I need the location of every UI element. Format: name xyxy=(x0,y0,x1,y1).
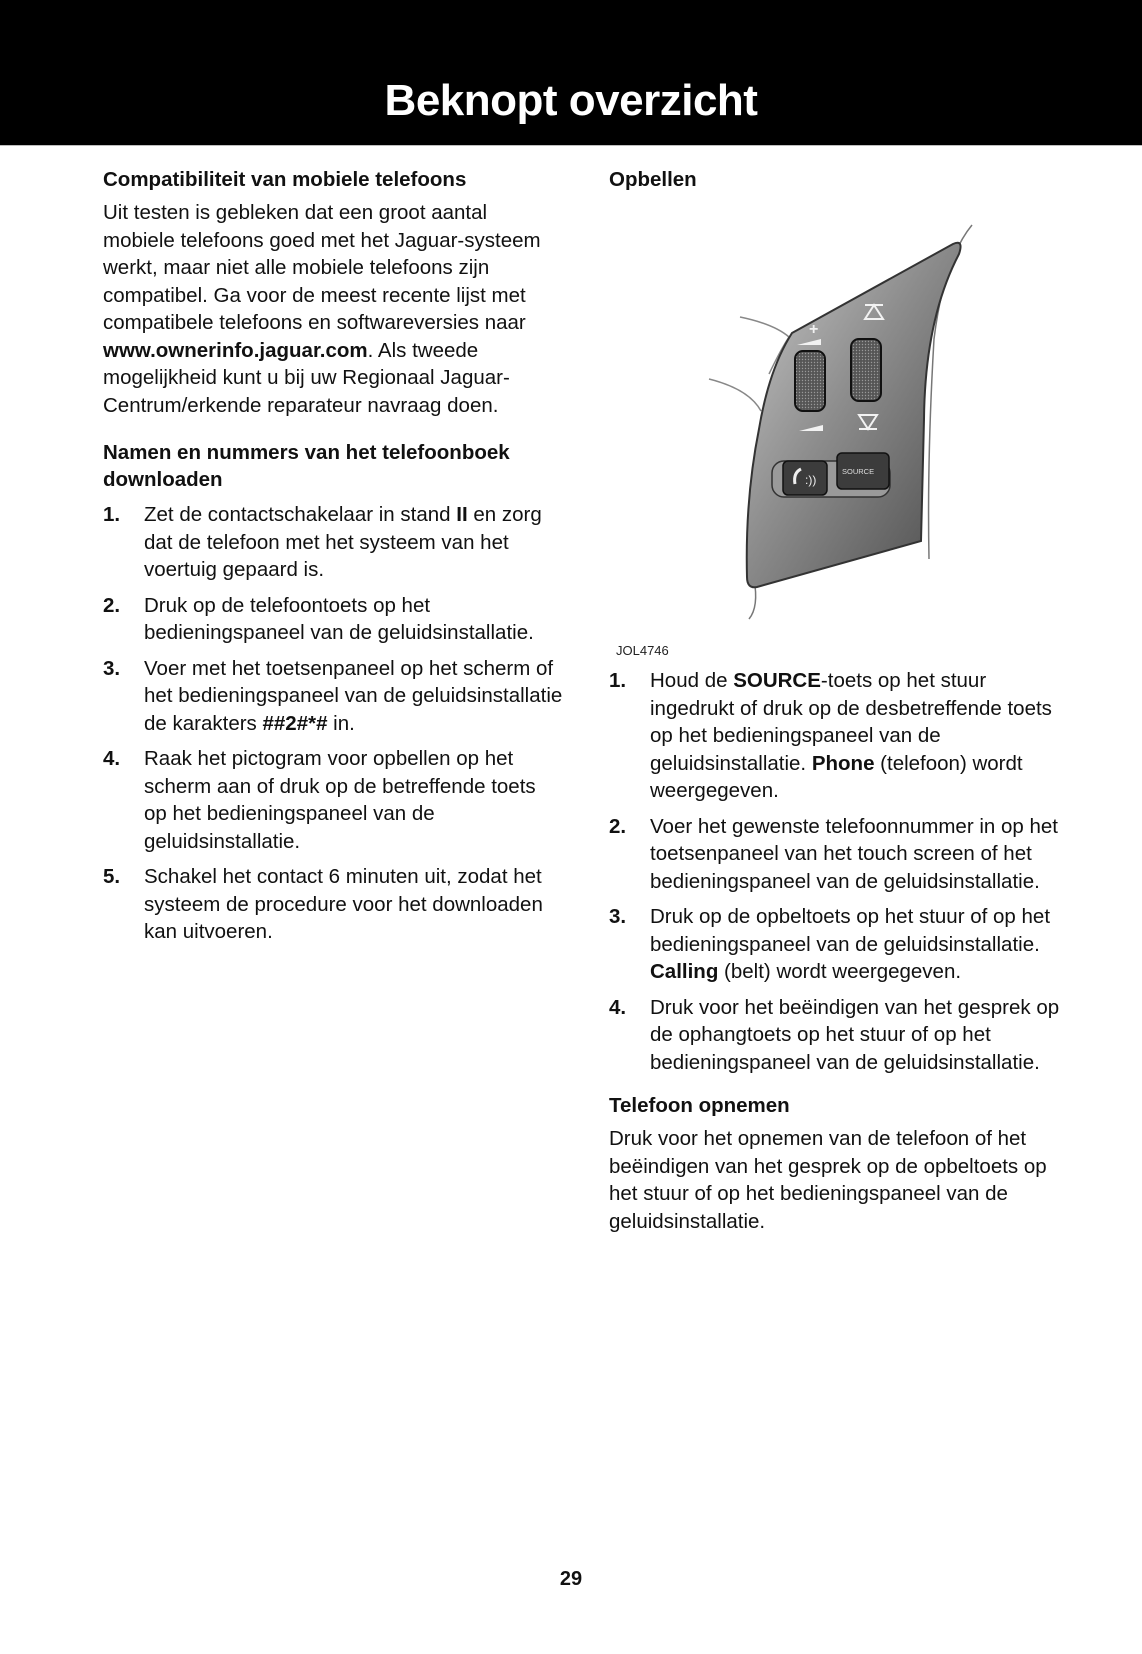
list-item xyxy=(103,655,563,738)
figure-caption: JOL4746 xyxy=(616,643,669,658)
left-column xyxy=(103,166,563,954)
answer-phone-paragraph: Druk voor het opnemen van de telefoon of het beëindigen van het gesprek op de opbeltoets op het stuur of op het bedieningspaneel van de geluidsinstallatie. xyxy=(609,1127,1047,1233)
compatibility-paragraph xyxy=(103,199,563,419)
list-item xyxy=(103,863,563,946)
step-text: Druk op de opbeltoets op het stuur of op het bedieningspaneel van de geluidsinstallatie. xyxy=(650,905,1051,956)
step-text: (belt) wordt weergegeven. xyxy=(718,960,962,983)
section-heading-download-phonebook: Namen en nummers van het telefoonboek downloaden xyxy=(103,441,510,491)
download-steps-list xyxy=(103,501,563,946)
step-number: 1. xyxy=(609,669,627,692)
step-text: Druk voor het beëindigen van het gesprek op de ophangtoets op het stuur of op het bedieningspaneel van de geluidsinstallatie. xyxy=(650,995,1060,1074)
step-number: 3. xyxy=(609,905,627,928)
page-title: Beknopt overzicht xyxy=(384,76,758,125)
steering-wheel-switchpack-illustration xyxy=(609,199,1069,639)
list-item xyxy=(103,592,563,647)
seek-roller xyxy=(851,339,881,401)
step-number: 4. xyxy=(609,995,627,1019)
step-bold-text: SOURCE xyxy=(733,669,821,692)
step-number: 4. xyxy=(103,747,121,770)
website-link[interactable]: www.ownerinfo.jaguar.com xyxy=(103,338,368,362)
step-text: (telefoon) wordt weergegeven. xyxy=(650,751,1023,802)
list-item xyxy=(609,903,1069,986)
volume-roller xyxy=(795,351,825,411)
step-text: Druk op de telefoontoets op het bedieningspaneel van de geluidsinstallatie. xyxy=(144,593,534,644)
step-text: in. xyxy=(327,711,355,735)
step-bold-text: II xyxy=(456,503,468,526)
paragraph-text: Uit testen is gebleken dat een groot aantal mobiele telefoons goed met het Jaguar-systeem werkt, maar niet alle mobiele telefoons zijn compatibel. Ga voor de meest recente lijst met compatibele telefoons en softwareversies naar xyxy=(103,201,541,334)
list-item xyxy=(609,667,1069,805)
section-heading-calling: Opbellen xyxy=(609,168,697,191)
list-item xyxy=(609,813,1069,896)
step-text: Voer met het toetsenpaneel op het scherm of het bedieningspaneel van de geluidsinstallatie de karakters xyxy=(144,656,563,735)
paragraph-text: . Als tweede mogelijkheid kunt u bij uw Regionaal Jaguar-Centrum/erkende reparateur navraag doen. xyxy=(103,338,510,417)
step-text: -toets op het stuur ingedrukt of druk op de desbetreffende toets op het bedieningspaneel van de geluidsinstallatie. xyxy=(650,669,1052,775)
step-text: Zet de contactschakelaar in stand xyxy=(144,503,457,526)
step-bold-text: ##2#*# xyxy=(262,711,328,735)
svg-text:+: + xyxy=(809,321,819,338)
svg-text:SOURCE: SOURCE xyxy=(842,467,875,476)
section-heading-compatibility: Compatibiliteit van mobiele telefoons xyxy=(103,168,467,191)
page-header xyxy=(0,0,1142,146)
step-number: 5. xyxy=(103,865,121,888)
step-text: Raak het pictogram voor opbellen op het scherm aan of druk op de betreffende toets op het bedieningspaneel van de geluidsinstallatie. xyxy=(144,747,536,853)
step-text: en zorg dat de telefoon met het systeem van het voertuig gepaard is. xyxy=(144,503,542,581)
right-column xyxy=(609,166,1069,1251)
page-number: 29 xyxy=(559,1568,583,1590)
section-heading-answer-phone: Telefoon opnemen xyxy=(609,1094,790,1117)
list-item xyxy=(609,994,1069,1077)
step-number: 1. xyxy=(103,503,121,526)
step-bold-text: Calling xyxy=(650,960,719,983)
step-text: Schakel het contact 6 minuten uit, zodat het systeem de procedure voor het downloaden kan uitvoeren. xyxy=(144,865,543,943)
step-bold-text: Phone xyxy=(811,751,875,775)
step-number: 2. xyxy=(103,593,121,617)
calling-steps-list xyxy=(609,667,1069,1076)
list-item xyxy=(103,745,563,855)
step-number: 2. xyxy=(609,814,627,838)
step-number: 3. xyxy=(103,656,121,680)
step-text: Houd de xyxy=(650,669,734,692)
svg-text::)): :)) xyxy=(805,473,817,487)
list-item xyxy=(103,501,563,584)
steering-wheel-controls-figure xyxy=(609,199,1069,669)
step-text: Voer het gewenste telefoonnummer in op het toetsenpaneel van het touch screen of het bedieningspaneel van de geluidsinstallatie. xyxy=(650,814,1058,893)
